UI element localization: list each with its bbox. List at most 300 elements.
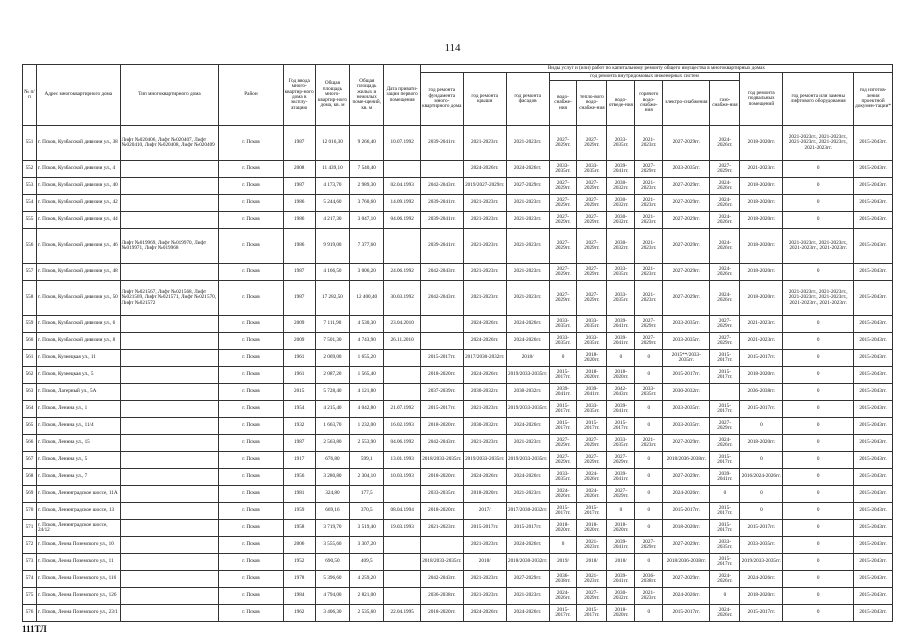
water-cell: 2033-2035гг. — [549, 469, 577, 486]
docs-cell: 2015-2043гг. — [854, 503, 893, 520]
total-area-cell: 3 406,30 — [315, 605, 349, 622]
year-cell: 1917 — [283, 452, 315, 469]
hot-water-cell: 0 — [635, 605, 663, 622]
roof-cell: 2021-2023гг. — [463, 195, 506, 212]
year-cell: 1978 — [283, 571, 315, 588]
lift-list-cell — [120, 384, 219, 401]
year-cell: 1962 — [283, 605, 315, 622]
roof-cell: 2017/2030-2032гг. — [463, 350, 506, 367]
gas-cell: 2024-2026гг. — [710, 126, 740, 161]
sewer-cell: 2039-2041гг. — [607, 571, 635, 588]
electricity-cell: 2027-2029гг. — [663, 178, 710, 195]
gas-cell: 2027-2029гг. — [710, 161, 740, 178]
water-cell: 2036-2038гг. — [549, 571, 577, 588]
roof-cell: 2018-2020гг. — [463, 486, 506, 503]
row-number: 559 — [23, 316, 37, 333]
district-cell: г. Псков — [219, 537, 283, 554]
roof-cell: 2019/2027-2029гг. — [463, 178, 506, 195]
header-type: Тип многоквартирного дома — [120, 65, 219, 126]
address-cell: г. Псков, Кузнецкая ул., 5 — [36, 367, 120, 384]
row-number: 566 — [23, 435, 37, 452]
total-area-cell: 4 166,50 — [315, 264, 349, 281]
year-cell: 1932 — [283, 418, 315, 435]
privatization-date-cell: 22.04.1995 — [384, 605, 420, 622]
address-cell: г. Псков, Ленинградское шоссе, 24/12 — [36, 520, 120, 537]
gas-cell: 2024-2026гг. — [710, 605, 740, 622]
address-cell: г. Псков, Лагерный ул., 5А — [36, 384, 120, 401]
foundation-cell: 2042-2043гг. — [420, 178, 463, 195]
header-engineering-group: год ремонта внутридомовых инженерных систем — [549, 73, 740, 81]
row-number: 555 — [23, 212, 37, 229]
lift-cell: 0 — [783, 264, 854, 281]
year-cell: 1987 — [283, 281, 315, 316]
lift-list-cell — [120, 195, 219, 212]
docs-cell: 2015-2043гг. — [854, 469, 893, 486]
table-row — [23, 264, 893, 281]
header-basement: год ремонта подвальных помещений — [740, 73, 783, 126]
sewer-cell: 2039-2041гг. — [607, 161, 635, 178]
total-area-cell: 669,16 — [315, 503, 349, 520]
hot-water-cell: 2021-2023гг. — [635, 264, 663, 281]
heat-cell: 2018-2020гг. — [577, 350, 607, 367]
lift-list-cell: Лифт №020406, Лифт №020407, Лифт №020410, Лифт №020408, Лифт №020409 — [120, 126, 219, 161]
row-number: 565 — [23, 418, 37, 435]
sewer-cell: 2027-2029гг. — [607, 486, 635, 503]
foundation-cell: 2018-2020гг. — [420, 503, 463, 520]
lift-cell: 0 — [783, 605, 854, 622]
district-cell: г. Псков — [219, 161, 283, 178]
hot-water-cell: 2021-2023гг. — [635, 178, 663, 195]
basement-cell: 2015-2017гг. — [740, 350, 783, 367]
hot-water-cell: 2027-2029гг. — [635, 537, 663, 554]
address-cell: г. Псков, Леона Поземского ул., 116 — [36, 571, 120, 588]
privatization-date-cell: 23.04.2010 — [384, 316, 420, 333]
hot-water-cell: 2021-2023гг. — [635, 212, 663, 229]
lift-list-cell — [120, 469, 219, 486]
living-area-cell: 1 655,20 — [350, 350, 384, 367]
gas-cell: 2015-2017гг. — [710, 554, 740, 571]
heat-cell: 2024-2026гг. — [577, 486, 607, 503]
lift-list-cell — [120, 605, 219, 622]
privatization-date-cell: 19.03.1993 — [384, 520, 420, 537]
lift-cell: 0 — [783, 161, 854, 178]
basement-cell: 2018-2020гг. — [740, 435, 783, 452]
docs-cell: 2015-2043гг. — [854, 212, 893, 229]
water-cell: 2024-2026гг. — [549, 486, 577, 503]
gas-cell: 2024-2026гг. — [710, 212, 740, 229]
gas-cell: 0 — [710, 588, 740, 605]
facade-cell: 2021-2023гг. — [506, 195, 549, 212]
district-cell: г. Псков — [219, 178, 283, 195]
lift-list-cell — [120, 350, 219, 367]
lift-cell: 0 — [783, 212, 854, 229]
header-gas: газо-снабже-ния — [710, 81, 740, 126]
privatization-date-cell — [384, 588, 420, 605]
docs-cell: 2015-2043гг. — [854, 161, 893, 178]
lift-cell: 2021-2023гг., 2021-2023гг., 2021-2023гг., 2021-2023гг., 2021-2023гг., 2021-2023гг. — [783, 281, 854, 316]
year-cell: 1961 — [283, 350, 315, 367]
table-row — [23, 401, 893, 418]
lift-list-cell — [120, 435, 219, 452]
row-number: 573 — [23, 554, 37, 571]
privatization-date-cell: 13.01.1993 — [384, 452, 420, 469]
lift-list-cell — [120, 452, 219, 469]
sewer-cell: 2030-2032гг. — [607, 229, 635, 264]
facade-cell: 2019/2033-2035гг. — [506, 401, 549, 418]
living-area-cell: 2 304,10 — [350, 469, 384, 486]
address-cell: г. Псков, Ленина ул., 7 — [36, 469, 120, 486]
electricity-cell: 2015**/2033-2035гг. — [663, 350, 710, 367]
table-row — [23, 554, 893, 571]
foundation-cell: 2018-2020гг. — [420, 469, 463, 486]
water-cell: 2033-2035гг. — [549, 333, 577, 350]
heat-cell: 2027-2029гг. — [577, 452, 607, 469]
water-cell: 2033-2035гг. — [549, 161, 577, 178]
heat-cell: 2033-2035гг. — [577, 333, 607, 350]
water-cell: 2027-2029гг. — [549, 126, 577, 161]
district-cell: г. Псков — [219, 384, 283, 401]
living-area-cell: 4 530,30 — [350, 316, 384, 333]
year-cell: 1958 — [283, 520, 315, 537]
gas-cell: 2015-2017гг. — [710, 367, 740, 384]
facade-cell: 2019/2033-2035гг. — [506, 452, 549, 469]
page-footer-code: 111ТЛ — [22, 624, 47, 634]
year-cell: 1954 — [283, 401, 315, 418]
heat-cell: 2018-2020гг. — [577, 520, 607, 537]
water-cell: 2024-2026гг. — [549, 588, 577, 605]
table-row — [23, 588, 893, 605]
docs-cell: 2015-2043гг. — [854, 333, 893, 350]
roof-cell: 2021-2023гг. — [463, 229, 506, 264]
roof-cell: 2021-2023гг. — [463, 401, 506, 418]
row-number: 554 — [23, 195, 37, 212]
lift-cell: 0 — [783, 316, 854, 333]
privatization-date-cell: 26.11.2010 — [384, 333, 420, 350]
hot-water-cell: 2021-2023гг. — [635, 281, 663, 316]
district-cell: г. Псков — [219, 229, 283, 264]
foundation-cell: 2042-2043гг. — [420, 435, 463, 452]
heat-cell: 2021-2023гг. — [577, 571, 607, 588]
lift-cell: 0 — [783, 486, 854, 503]
table-row — [23, 571, 893, 588]
row-number: 560 — [23, 333, 37, 350]
hot-water-cell: 0 — [635, 486, 663, 503]
facade-cell: 2021-2023гг. — [506, 264, 549, 281]
hot-water-cell: 2021-2023гг. — [635, 195, 663, 212]
basement-cell: 2036-2038гг. — [740, 384, 783, 401]
facade-cell: 2027-2029гг. — [506, 571, 549, 588]
living-area-cell: 4 042,80 — [350, 401, 384, 418]
electricity-cell: 2015-2017гг. — [663, 367, 710, 384]
row-number: 567 — [23, 452, 37, 469]
row-number: 561 — [23, 350, 37, 367]
living-area-cell: 4 121,80 — [350, 384, 384, 401]
gas-cell: 2024-2026гг. — [710, 571, 740, 588]
hot-water-cell: 0 — [635, 418, 663, 435]
privatization-date-cell: 10.03.1993 — [384, 469, 420, 486]
row-number: 556 — [23, 229, 37, 264]
header-total-area: Общая площадь много-квартир-ного дома, кв. м — [315, 65, 349, 126]
total-area-cell: 7 111,90 — [315, 316, 349, 333]
year-cell: 2009 — [283, 333, 315, 350]
total-area-cell: 3 555,60 — [315, 537, 349, 554]
address-cell: г. Псков, Кузнецкая ул., 11 — [36, 350, 120, 367]
docs-cell: 2015-2043гг. — [854, 384, 893, 401]
heat-cell: 2027-2029гг. — [577, 281, 607, 316]
year-cell: 2008 — [283, 161, 315, 178]
sewer-cell: 2015-2017гг. — [607, 418, 635, 435]
district-cell: г. Псков — [219, 588, 283, 605]
electricity-cell: 2027-2029гг. — [663, 195, 710, 212]
district-cell: г. Псков — [219, 571, 283, 588]
basement-cell: 0 — [740, 418, 783, 435]
docs-cell: 2015-2043гг. — [854, 350, 893, 367]
header-lift: год ремонта или замены лифтового оборудования — [783, 73, 854, 126]
living-area-cell: 4 743,90 — [350, 333, 384, 350]
table-row — [23, 469, 893, 486]
privatization-date-cell — [384, 486, 420, 503]
sewer-cell: 2018-2020гг. — [607, 520, 635, 537]
lift-cell: 0 — [783, 554, 854, 571]
living-area-cell: 2 821,00 — [350, 588, 384, 605]
electricity-cell: 2027-2029гг. — [663, 469, 710, 486]
electricity-cell: 2027-2029гг. — [663, 435, 710, 452]
lift-list-cell — [120, 503, 219, 520]
heat-cell: 2021-2023гг. — [577, 537, 607, 554]
electricity-cell: 2033-2035гг. — [663, 401, 710, 418]
total-area-cell: 17 282,50 — [315, 281, 349, 316]
hot-water-cell: 2033-2035гг. — [635, 384, 663, 401]
living-area-cell: 3 047,10 — [350, 212, 384, 229]
water-cell: 2027-2029гг. — [549, 264, 577, 281]
lift-list-cell — [120, 178, 219, 195]
facade-cell: 2021-2023гг. — [506, 212, 549, 229]
docs-cell: 2015-2043гг. — [854, 571, 893, 588]
year-cell: 2009 — [283, 316, 315, 333]
row-number: 562 — [23, 367, 37, 384]
basement-cell: 2018-2020гг. — [740, 367, 783, 384]
roof-cell: 2017/ — [463, 503, 506, 520]
header-privatization-date: Дата привати-зации первого помещения — [384, 65, 420, 126]
total-area-cell: 12 016,30 — [315, 126, 349, 161]
district-cell: г. Псков — [219, 520, 283, 537]
row-number: 568 — [23, 469, 37, 486]
privatization-date-cell — [384, 554, 420, 571]
table-row — [23, 486, 893, 503]
docs-cell: 2015-2043гг. — [854, 264, 893, 281]
facade-cell: 2024-2026гг. — [506, 333, 549, 350]
electricity-cell: 2027-2029гг. — [663, 281, 710, 316]
hot-water-cell: 2027-2029гг. — [635, 161, 663, 178]
living-area-cell: 2 989,30 — [350, 178, 384, 195]
foundation-cell: 2036-2038гг. — [420, 588, 463, 605]
living-area-cell: 177,5 — [350, 486, 384, 503]
facade-cell: 2019/2033-2035гг. — [506, 367, 549, 384]
table-row — [23, 605, 893, 622]
table-body — [23, 126, 893, 622]
foundation-cell: 2042-2043гг. — [420, 264, 463, 281]
heat-cell: 2033-2035гг. — [577, 161, 607, 178]
heat-cell: 2027-2029гг. — [577, 588, 607, 605]
address-cell: г. Псков, Леона Поземского ул., 23/1 — [36, 605, 120, 622]
water-cell: 2027-2029гг. — [549, 212, 577, 229]
page-number: 114 — [444, 42, 461, 54]
electricity-cell: 2027-2029гг. — [663, 571, 710, 588]
docs-cell: 2015-2043гг. — [854, 418, 893, 435]
lift-cell: 0 — [783, 571, 854, 588]
privatization-date-cell — [384, 161, 420, 178]
privatization-date-cell: 04.06.1992 — [384, 435, 420, 452]
gas-cell: 2024-2026гг. — [710, 264, 740, 281]
lift-cell: 0 — [783, 401, 854, 418]
lift-cell: 0 — [783, 469, 854, 486]
hot-water-cell: 0 — [635, 452, 663, 469]
basement-cell: 2033-2035гг. — [740, 537, 783, 554]
roof-cell: 2024-2026гг. — [463, 316, 506, 333]
gas-cell: 2039-2041гг. — [710, 469, 740, 486]
heat-cell: 2018-2020гг. — [577, 367, 607, 384]
lift-cell: 0 — [783, 195, 854, 212]
facade-cell: 2024-2026гг. — [506, 316, 549, 333]
electricity-cell: 2024-2026гг. — [663, 486, 710, 503]
row-number: 576 — [23, 605, 37, 622]
table-row — [23, 520, 893, 537]
foundation-cell: 2039-2041гг. — [420, 195, 463, 212]
lift-cell: 0 — [783, 537, 854, 554]
table-row — [23, 178, 893, 195]
docs-cell: 2015-2043гг. — [854, 588, 893, 605]
roof-cell: 2024-2026гг. — [463, 333, 506, 350]
hot-water-cell: 0 — [635, 367, 663, 384]
total-area-cell: 3 719,70 — [315, 520, 349, 537]
lift-list-cell — [120, 418, 219, 435]
privatization-date-cell: 14.09.1992 — [384, 195, 420, 212]
header-electricity: электро-снабжения — [663, 81, 710, 126]
year-cell: 2006 — [283, 537, 315, 554]
address-cell: г. Псков, Кузбасской дивизии ул., 42 — [36, 195, 120, 212]
foundation-cell: 2039-2041гг. — [420, 229, 463, 264]
sewer-cell: 2039-2041гг. — [607, 401, 635, 418]
lift-cell: 0 — [783, 520, 854, 537]
year-cell: 1956 — [283, 469, 315, 486]
electricity-cell: 2027-2029гг. — [663, 264, 710, 281]
row-number: 553 — [23, 178, 37, 195]
address-cell: г. Псков, Леона Поземского ул., 11 — [36, 554, 120, 571]
water-cell: 2027-2029гг. — [549, 435, 577, 452]
heat-cell: 2027-2029гг. — [577, 264, 607, 281]
electricity-cell: 2027-2029гг. — [663, 537, 710, 554]
living-area-cell: 7 377,60 — [350, 229, 384, 264]
table-row — [23, 333, 893, 350]
row-number: 574 — [23, 571, 37, 588]
heat-cell: 2027-2029гг. — [577, 229, 607, 264]
table-row — [23, 281, 893, 316]
sewer-cell: 2033-2035гг. — [607, 435, 635, 452]
living-area-cell: 1 565,40 — [350, 367, 384, 384]
water-cell: 2015-2017гг. — [549, 503, 577, 520]
roof-cell: 2021-2023гг. — [463, 537, 506, 554]
district-cell: г. Псков — [219, 126, 283, 161]
lift-list-cell — [120, 537, 219, 554]
sewer-cell: 2030-2032гг. — [607, 178, 635, 195]
privatization-date-cell: 02.04.1993 — [384, 178, 420, 195]
row-number: 571 — [23, 520, 37, 537]
table-row — [23, 367, 893, 384]
table-row — [23, 384, 893, 401]
lift-list-cell — [120, 333, 219, 350]
water-cell: 2015-2017гг. — [549, 418, 577, 435]
facade-cell: 2021-2023гг. — [506, 486, 549, 503]
heat-cell: 2018/ — [577, 554, 607, 571]
docs-cell: 2015-2043гг. — [854, 178, 893, 195]
foundation-cell: 2042-2043гг. — [420, 571, 463, 588]
basement-cell: 2021-2023гг. — [740, 161, 783, 178]
hot-water-cell: 0 — [635, 350, 663, 367]
electricity-cell: 2033-2035гг. — [663, 418, 710, 435]
roof-cell: 2021-2023гг. — [463, 264, 506, 281]
water-cell: 2015-2017гг. — [549, 605, 577, 622]
water-cell: 2015-2017гг. — [549, 367, 577, 384]
heat-cell: 2024-2026гг. — [577, 469, 607, 486]
basement-cell: 2019/2033-2035гг. — [740, 554, 783, 571]
district-cell: г. Псков — [219, 452, 283, 469]
electricity-cell: 2033-2035гг. — [663, 161, 710, 178]
hot-water-cell: 2021-2023гг. — [635, 229, 663, 264]
table-row — [23, 435, 893, 452]
heat-cell: 2015-2017гг. — [577, 418, 607, 435]
capital-repair-table-wrapper — [22, 64, 893, 622]
address-cell: г. Псков, Кузбасской дивизии ул., 46 — [36, 229, 120, 264]
gas-cell: 2027-2029гг. — [710, 418, 740, 435]
table-row — [23, 503, 893, 520]
docs-cell: 2015-2043гг. — [854, 435, 893, 452]
facade-cell: 2024-2026гг. — [506, 605, 549, 622]
year-cell: 2015 — [283, 384, 315, 401]
docs-cell: 2015-2043гг. — [854, 229, 893, 264]
basement-cell: 2015-2017гг. — [740, 401, 783, 418]
electricity-cell: 2018/2036-2038гг. — [663, 452, 710, 469]
year-cell: 1987 — [283, 435, 315, 452]
foundation-cell: 2018-2020гг. — [420, 605, 463, 622]
roof-cell: 2024-2026гг. — [463, 605, 506, 622]
foundation-cell: 2037-2039гг. — [420, 384, 463, 401]
row-number: 569 — [23, 486, 37, 503]
roof-cell: 2021-2023гг. — [463, 571, 506, 588]
table-row — [23, 350, 893, 367]
water-cell: 2027-2029гг. — [549, 195, 577, 212]
address-cell: г. Псков, Кузбасской дивизии ул., 4 — [36, 161, 120, 178]
total-area-cell: 4 173,70 — [315, 178, 349, 195]
row-number: 575 — [23, 588, 37, 605]
sewer-cell: 2018-2020гг. — [607, 367, 635, 384]
table-row — [23, 452, 893, 469]
facade-cell: 2024-2026гг. — [506, 418, 549, 435]
district-cell: г. Псков — [219, 401, 283, 418]
hot-water-cell: 0 — [635, 554, 663, 571]
address-cell: г. Псков, Кузбасской дивизии ул., 44 — [36, 212, 120, 229]
docs-cell: 2015-2043гг. — [854, 281, 893, 316]
privatization-date-cell: 10.07.1992 — [384, 126, 420, 161]
district-cell: г. Псков — [219, 333, 283, 350]
water-cell: 0 — [549, 350, 577, 367]
heat-cell: 2027-2029гг. — [577, 195, 607, 212]
sewer-cell: 2027-2029гг. — [607, 452, 635, 469]
district-cell: г. Псков — [219, 435, 283, 452]
hot-water-cell: 0 — [635, 401, 663, 418]
address-cell: г. Псков, Кузбасской дивизии ул., 8 — [36, 333, 120, 350]
gas-cell: 2024-2026гг. — [710, 435, 740, 452]
gas-cell — [710, 384, 740, 401]
